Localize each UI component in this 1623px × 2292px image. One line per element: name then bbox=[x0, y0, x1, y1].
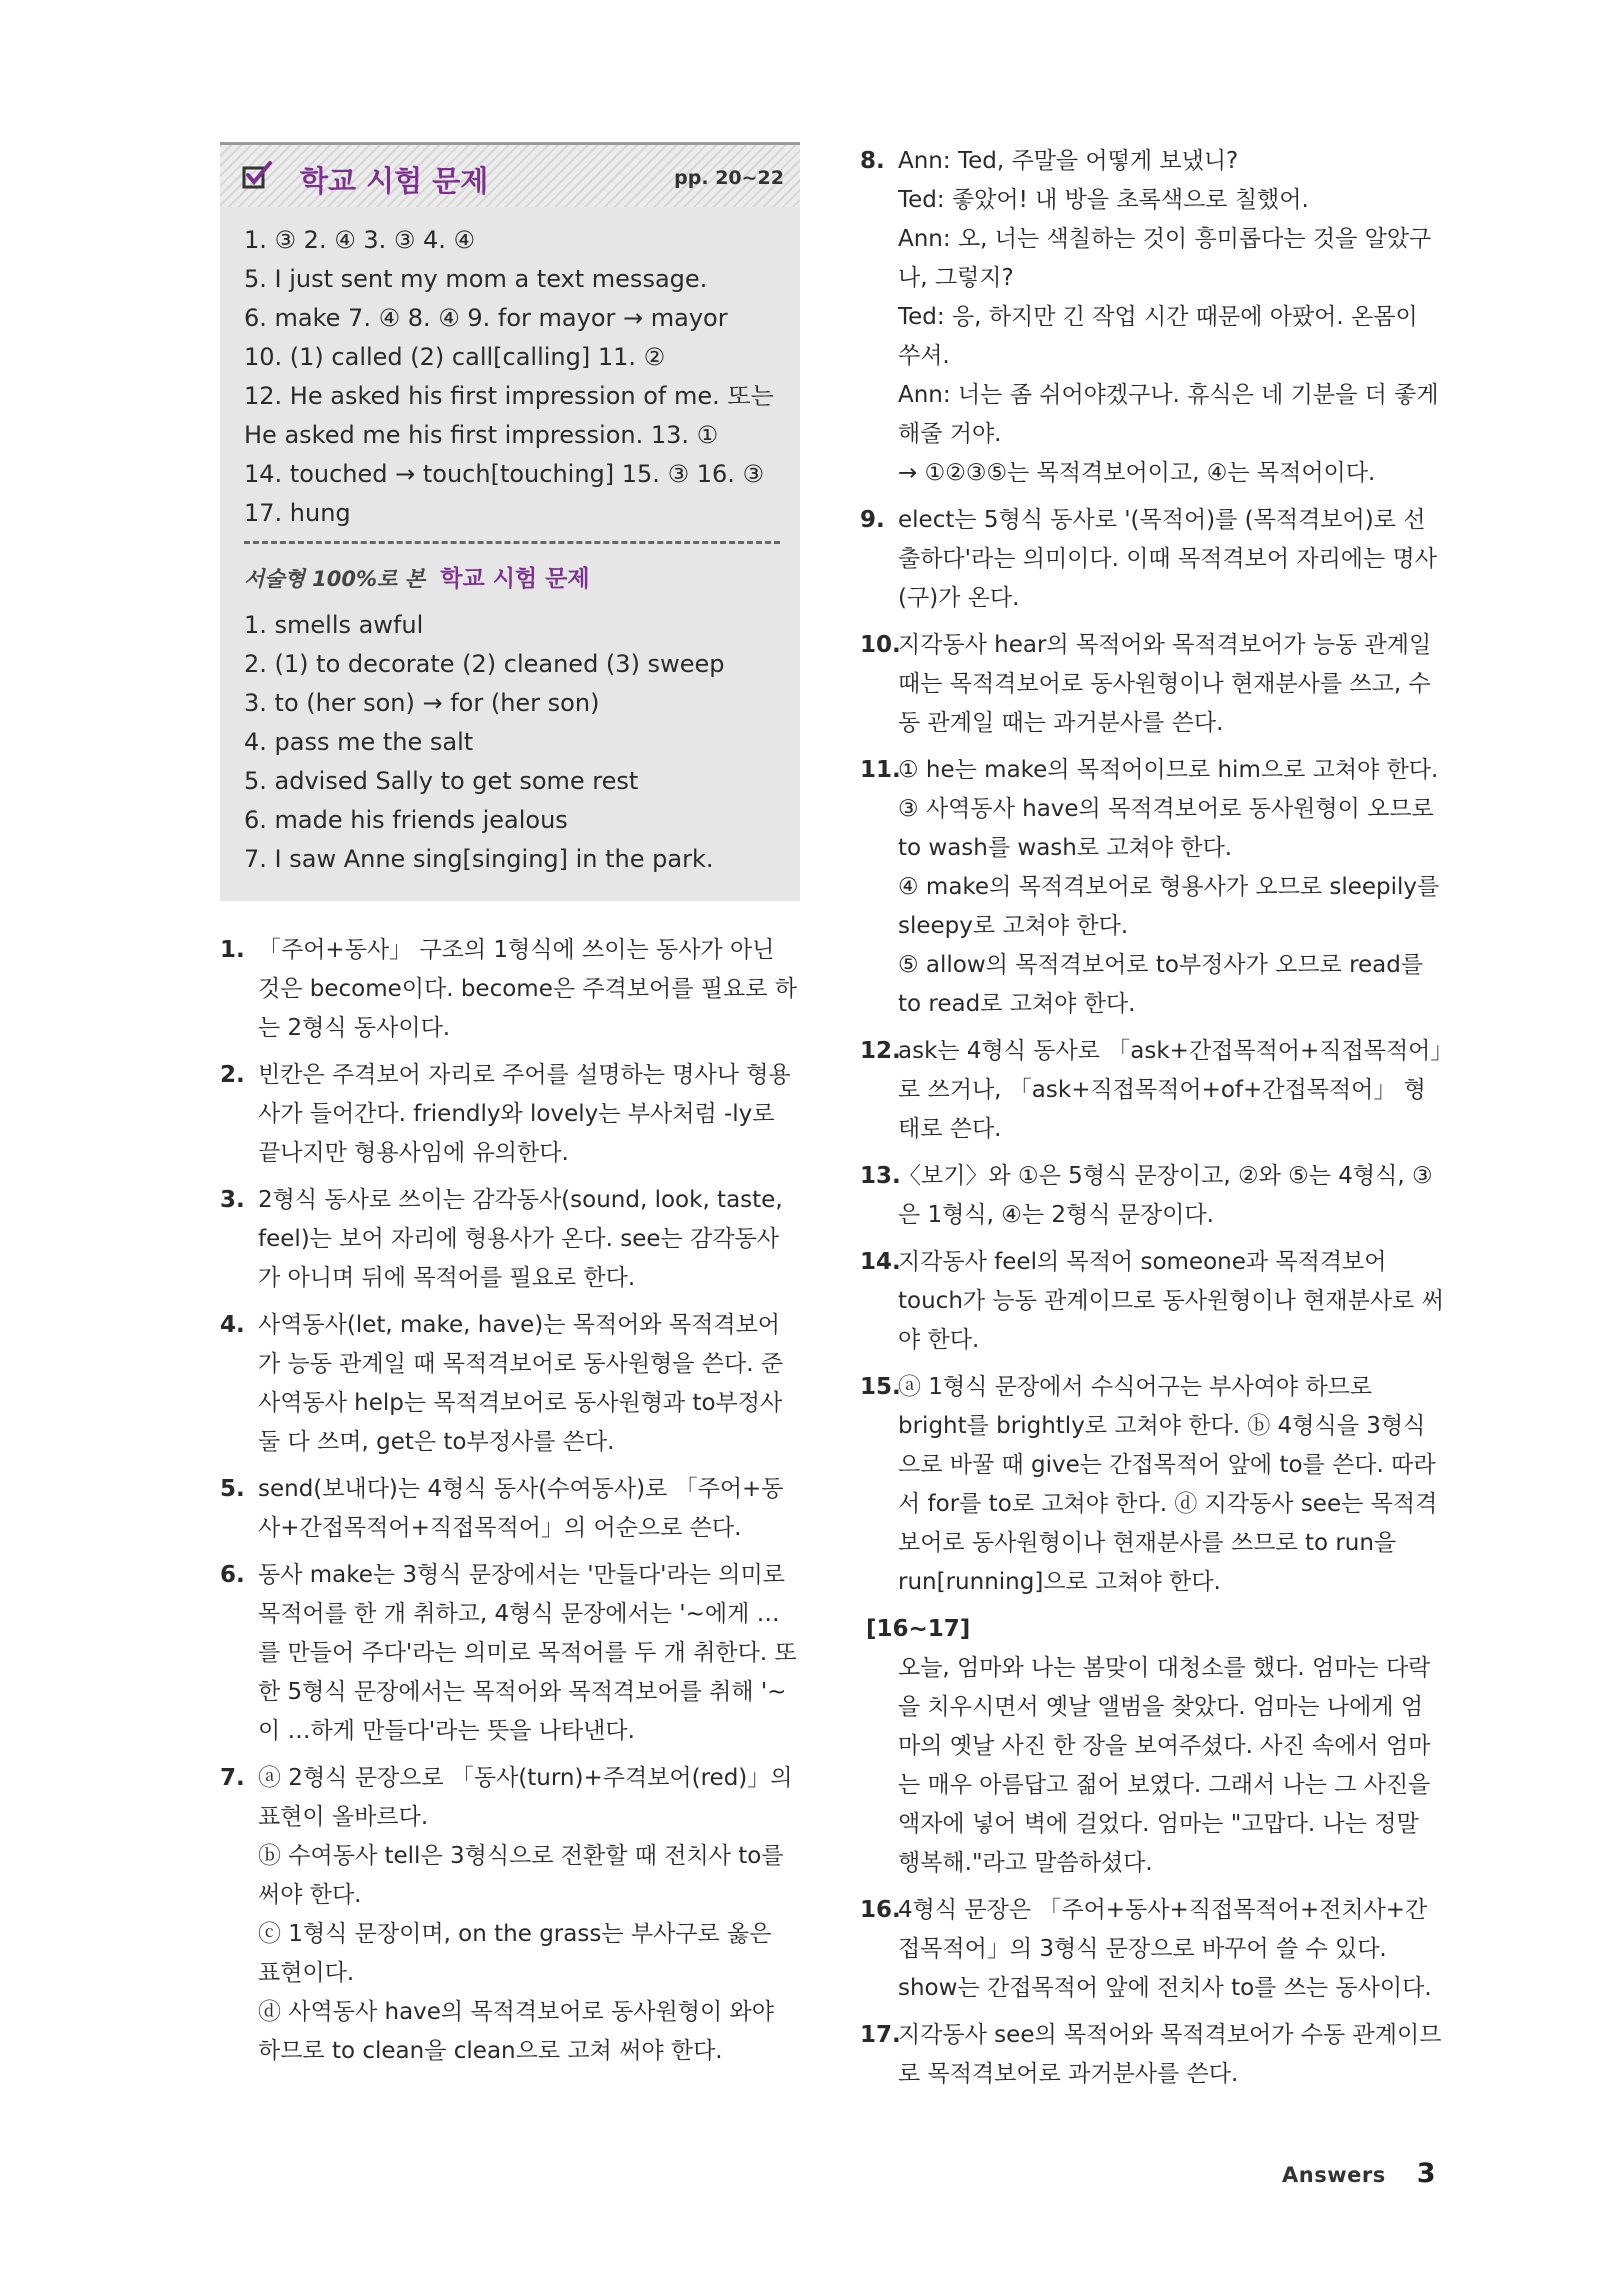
explanation-item bbox=[860, 1243, 1445, 1360]
essay-answer-line: 4. pass me the salt bbox=[244, 728, 474, 756]
explanation-number: 5. bbox=[220, 1476, 245, 1502]
explanation-number: 14. bbox=[860, 1249, 901, 1275]
explanation-number: 4. bbox=[220, 1312, 245, 1338]
dashed-divider bbox=[244, 541, 780, 544]
explanation-number: 15. bbox=[860, 1374, 901, 1400]
explanation-text: ⓐ 1형식 문장에서 수식어구는 부사여야 하므로 bright를 brightly로 고쳐야 한다. ⓑ 4형식을 3형식으로 바꿀 때 give는 간접목적어 앞에 to를 쓴다. 따라서 for를 to로 고쳐야 한다. ⓓ 지각동사 see는 목적격보어로 동사원형이나 현재분사를 쓰므로 to run을 run[running]으로 고쳐야 한다. bbox=[898, 1374, 1438, 1595]
explanation-text: send(보내다)는 4형식 동사(수여동사)로 「주어+동사+간접목적어+직접목적어」의 어순으로 쓴다. bbox=[258, 1476, 784, 1541]
explanation-number: 6. bbox=[220, 1562, 245, 1588]
essay-answer-line: 6. made his friends jealous bbox=[244, 806, 568, 834]
explanation-number: 1. bbox=[220, 937, 245, 963]
explanation-list-left bbox=[220, 931, 800, 2071]
answer-list bbox=[220, 207, 800, 533]
essay-section-prefix: 서술형 100%로 본 bbox=[244, 567, 425, 591]
explanation-list-right bbox=[860, 142, 1445, 1602]
essay-answer-line: 5. advised Sally to get some rest bbox=[244, 767, 639, 795]
explanation-number: 8. bbox=[860, 148, 885, 174]
explanation-item bbox=[860, 751, 1445, 1024]
question-range-label: [16~17] bbox=[866, 1616, 971, 1642]
essay-answer-list bbox=[220, 606, 800, 879]
answer-line: 5. I just sent my mom a text message. bbox=[244, 265, 708, 293]
explanation-item bbox=[860, 142, 1445, 493]
answer-box-title: 학교 시험 문제 bbox=[300, 164, 489, 198]
left-column bbox=[220, 142, 800, 2079]
explanation-number: 11. bbox=[860, 757, 901, 783]
explanation-number: 7. bbox=[220, 1765, 245, 1791]
answer-box bbox=[220, 142, 800, 901]
explanation-text: 지각동사 hear의 목적어와 목적격보어가 능동 관계일 때는 목적격보어로 동사원형이나 현재분사를 쓰고, 수동 관계일 때는 과거분사를 쓴다. bbox=[898, 632, 1439, 736]
explanation-item bbox=[220, 1306, 800, 1462]
explanation-number: 17. bbox=[860, 2022, 901, 2048]
answer-box-header bbox=[220, 142, 800, 207]
explanation-item bbox=[220, 1470, 800, 1548]
explanation-text: 〈보기〉와 ①은 5형식 문장이고, ②와 ⑤는 4형식, ③은 1형식, ④는 2형식 문장이다. bbox=[898, 1163, 1433, 1228]
explanation-text: ask는 4형식 동사로 「ask+간접목적어+직접목적어」로 쓰거나, 「ask+직접목적어+of+간접목적어」 형태로 쓴다. bbox=[898, 1038, 1442, 1142]
essay-answer-line: 1. smells awful bbox=[244, 611, 424, 639]
reading-passage: 오늘, 엄마와 나는 봄맞이 대청소를 했다. 엄마는 다락을 치우시면서 옛날 앨범을 찾았다. 엄마는 나에게 엄마의 옛날 사진 한 장을 보여주셨다. 사진 속에서 엄마는 매우 아름답고 젊어 보였다. 그래서 나는 그 사진을 액자에 넣어 벽에 걸었다. 엄마는 "고맙다. 나는 정말 행복해."라고 말씀하셨다. bbox=[898, 1655, 1431, 1876]
explanation-text: elect는 5형식 동사로 '(목적어)를 (목적격보어)로 선출하다'라는 의미이다. 이때 목적격보어 자리에는 명사(구)가 온다. bbox=[898, 507, 1437, 611]
explanation-text: 지각동사 feel의 목적어 someone과 목적격보어 touch가 능동 관계이므로 동사원형이나 현재분사로 써야 한다. bbox=[898, 1249, 1444, 1353]
footer-label: Answers bbox=[1282, 2163, 1386, 2187]
explanation-item bbox=[220, 1181, 800, 1298]
explanation-number: 10. bbox=[860, 632, 901, 658]
explanation-item bbox=[860, 2016, 1445, 2094]
right-column bbox=[860, 142, 1445, 2102]
explanation-item bbox=[220, 931, 800, 1048]
explanation-text: ⓐ 2형식 문장으로 「동사(turn)+주격보어(red)」의 표현이 올바르다. ⓑ 수여동사 tell은 3형식으로 전환할 때 전치사 to를 써야 한다. ⓒ 1형식 문장이며, on the grass는 부사구로 옳은 표현이다. ⓓ 사역동사 have의 목적격보어로 동사원형이 와야 하므로 to clean을 clean으로 고쳐 써야 한다. bbox=[258, 1765, 793, 2064]
explanation-item bbox=[860, 1032, 1445, 1149]
answer-line: 6. make 7. ④ 8. ④ 9. for mayor → mayor bbox=[244, 304, 728, 332]
explanation-number: 13. bbox=[860, 1163, 901, 1189]
explanation-item bbox=[860, 1891, 1445, 2008]
answer-line: 1. ③ 2. ④ 3. ③ 4. ④ bbox=[244, 226, 476, 254]
answer-line: 14. touched → touch[touching] 15. ③ 16. ③ bbox=[244, 460, 765, 488]
explanation-text: 사역동사(let, make, have)는 목적어와 목적격보어가 능동 관계일 때 목적격보어로 동사원형을 쓴다. 준사역동사 help는 목적격보어로 동사원형과 to부정사 둘 다 쓰며, get은 to부정사를 쓴다. bbox=[258, 1312, 790, 1455]
explanation-text: 지각동사 see의 목적어와 목적격보어가 수동 관계이므로 목적격보어로 과거분사를 쓴다. bbox=[898, 2022, 1442, 2087]
page-range: pp. 20~22 bbox=[674, 167, 784, 189]
explanation-text: 빈칸은 주격보어 자리로 주어를 설명하는 명사나 형용사가 들어간다. friendly와 lovely는 부사처럼 -ly로 끝나지만 형용사임에 유의한다. bbox=[258, 1062, 791, 1166]
essay-answer-line: 3. to (her son) → for (her son) bbox=[244, 689, 600, 717]
essay-answer-line: 2. (1) to decorate (2) cleaned (3) sweep bbox=[244, 650, 725, 678]
answer-line: 12. He asked his first impression of me. 또는 bbox=[244, 382, 774, 410]
explanation-text: 동사 make는 3형식 문장에서는 '만들다'라는 의미로 목적어를 한 개 취하고, 4형식 문장에서는 '~에게 …를 만들어 주다'라는 의미로 목적어를 두 개 취한다. 또한 5형식 문장에서는 목적어와 목적격보어를 취해 '~이 …하게 만들다'라는 뜻을 나타낸다. bbox=[258, 1562, 797, 1744]
explanation-list-range bbox=[860, 1891, 1445, 2094]
explanation-number: 3. bbox=[220, 1187, 245, 1213]
essay-section-title: 학교 시험 문제 bbox=[440, 566, 590, 592]
explanation-text: 2형식 동사로 쓰이는 감각동사(sound, look, taste, feel)는 보어 자리에 형용사가 온다. see는 감각동사가 아니며 뒤에 목적어를 필요로 한다. bbox=[258, 1187, 790, 1291]
checkbox-icon bbox=[242, 161, 272, 189]
explanation-number: 9. bbox=[860, 507, 885, 533]
explanation-text: 「주어+동사」 구조의 1형식에 쓰이는 동사가 아닌 것은 become이다. become은 주격보어를 필요로 하는 2형식 동사이다. bbox=[258, 937, 797, 1041]
explanation-number: 2. bbox=[220, 1062, 245, 1088]
explanation-text: ① he는 make의 목적어이므로 him으로 고쳐야 한다. ③ 사역동사 have의 목적격보어로 동사원형이 오므로 to wash를 wash로 고쳐야 한다. ④ make의 목적격보어로 형용사가 오므로 sleepily를 sleepy로 고쳐야 한다. ⑤ allow의 목적격보어로 to부정사가 오므로 read를 to read로 고쳐야 한다. bbox=[898, 757, 1440, 1017]
explanation-item bbox=[220, 1056, 800, 1173]
explanation-item bbox=[860, 1157, 1445, 1235]
explanation-item bbox=[860, 501, 1445, 618]
answer-line: He asked me his first impression. 13. ① bbox=[244, 421, 719, 449]
explanation-item bbox=[220, 1759, 800, 2071]
essay-section-heading bbox=[220, 552, 800, 606]
explanation-item bbox=[860, 1368, 1445, 1602]
explanation-text: Ann: Ted, 주말을 어떻게 보냈니? Ted: 좋았어! 내 방을 초록색으로 칠했어. Ann: 오, 너는 색칠하는 것이 흥미롭다는 것을 알았구나, 그렇지? Ted: 응, 하지만 긴 작업 시간 때문에 아팠어. 온몸이 쑤셔. Ann: 너는 좀 쉬어야겠구나. 휴식은 네 기분을 더 좋게 해줄 거야. → ①②③⑤는 목적격보어이고, ④는 목적어이다. bbox=[898, 148, 1439, 486]
explanation-number: 16. bbox=[860, 1897, 901, 1923]
explanation-number: 12. bbox=[860, 1038, 901, 1064]
page-number: 3 bbox=[1416, 2158, 1436, 2189]
explanation-item bbox=[220, 1556, 800, 1751]
answer-line: 17. hung bbox=[244, 499, 351, 527]
essay-answer-line: 7. I saw Anne sing[singing] in the park. bbox=[244, 845, 714, 873]
explanation-text: 4형식 문장은 「주어+동사+직접목적어+전치사+간접목적어」의 3형식 문장으로 바꾸어 쓸 수 있다. show는 간접목적어 앞에 전치사 to를 쓰는 동사이다. bbox=[898, 1897, 1432, 2001]
explanation-item bbox=[860, 626, 1445, 743]
answer-line: 10. (1) called (2) call[calling] 11. ② bbox=[244, 343, 666, 371]
page-footer bbox=[1282, 2158, 1436, 2189]
